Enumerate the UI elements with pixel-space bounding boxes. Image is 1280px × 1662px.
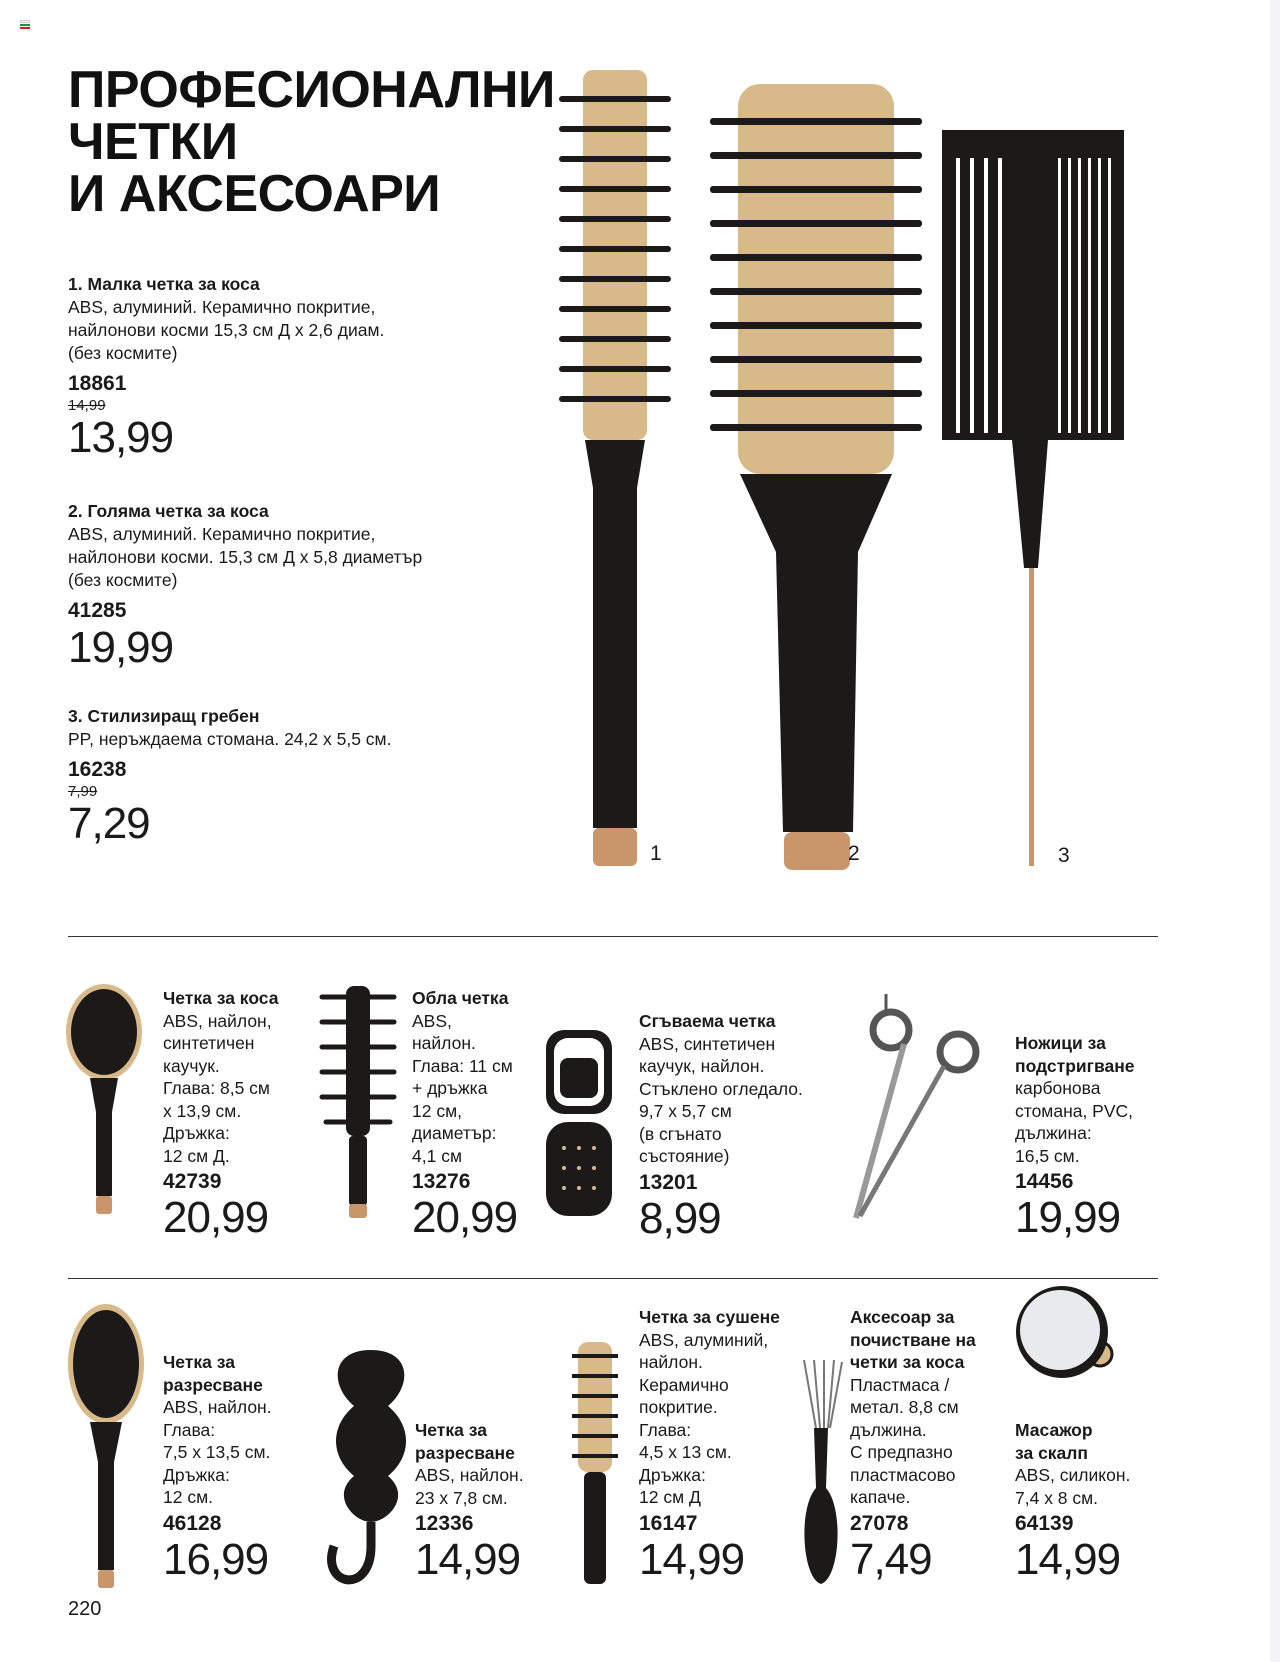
product-description: карбонова стомана, PVC, дължина: 16,5 см. <box>1015 1078 1134 1166</box>
product-hair-brush <box>163 987 278 1241</box>
folding-brush-image <box>544 1028 614 1218</box>
product-round-brush <box>412 987 517 1241</box>
product-code: 12336 <box>415 1512 474 1535</box>
product-description: ABS, найлон. Глава: 11 см + дръжка 12 см, диаметър: 4,1 см <box>412 1010 513 1166</box>
featured-product-3 <box>68 705 498 848</box>
product-label-3: 3 <box>1058 844 1070 867</box>
product-description: ABS, силикон. 7,4 х 8 см. <box>1015 1465 1131 1508</box>
old-price: 7,99 <box>68 783 98 800</box>
product-name: 3. Стилизиращ гребен <box>68 706 260 726</box>
product-blow-dry-brush <box>639 1306 780 1583</box>
page-number: 220 <box>68 1598 102 1620</box>
product-description: ABS, алуминий. Керамично покритие, найлонови косми 15,3 см Д х 2,6 диам. (без космите) <box>68 297 385 363</box>
styling-comb-image <box>938 128 1128 868</box>
product-title: Сгъваема четка <box>639 1011 776 1031</box>
product-price: 20,99 <box>163 1193 269 1242</box>
product-description: ABS, синтетичен каучук, найлон. Стъклено огледало. 9,7 х 5,7 см (в сгънато състояние) <box>639 1033 803 1166</box>
divider-top <box>68 936 1158 937</box>
scalp-massager-image <box>1014 1284 1114 1384</box>
product-code: 41285 <box>68 599 127 622</box>
product-price: 14,99 <box>1015 1535 1121 1584</box>
product-title: Масажор за скалп <box>1015 1420 1093 1463</box>
product-price: 7,29 <box>68 799 150 848</box>
product-title: Четка за разресване <box>415 1420 515 1463</box>
product-name: 2. Голяма четка за коса <box>68 501 269 521</box>
product-code: 46128 <box>163 1511 222 1535</box>
oval-detangling-brush-image <box>66 1302 146 1592</box>
featured-product-2 <box>68 500 498 672</box>
product-price: 8,99 <box>639 1193 721 1243</box>
flexible-detangling-brush-image <box>328 1346 414 1596</box>
product-folding-brush <box>639 1010 803 1242</box>
product-code: 18861 <box>68 372 127 395</box>
product-code: 13276 <box>412 1170 471 1193</box>
product-description: ABS, алуминий, найлон. Керамично покритие. Глава: 4,5 х 13 см. Дръжка: 12 см Д <box>639 1329 769 1507</box>
product-price: 14,99 <box>415 1535 521 1584</box>
product-code: 14456 <box>1015 1170 1074 1193</box>
product-name: 1. Малка четка за коса <box>68 274 260 294</box>
product-price: 13,99 <box>68 413 174 462</box>
product-code: 13201 <box>639 1170 698 1194</box>
product-scalp-massager <box>1015 1419 1130 1583</box>
product-title: Аксесоар за почистване на четки за коса <box>850 1307 976 1372</box>
product-code: 16238 <box>68 758 127 781</box>
product-code: 64139 <box>1015 1512 1074 1535</box>
product-price: 20,99 <box>412 1193 518 1242</box>
old-price: 14,99 <box>68 397 106 414</box>
product-code: 27078 <box>850 1511 909 1535</box>
language-flag-icon <box>20 20 30 28</box>
product-label-1: 1 <box>650 842 662 865</box>
page-edge-strip <box>1270 0 1280 1662</box>
product-title: Обла четка <box>412 988 509 1008</box>
product-label-2: 2 <box>848 842 860 865</box>
round-vent-brush-image <box>318 982 398 1222</box>
product-price: 16,99 <box>163 1534 269 1584</box>
product-title: Четка за коса <box>163 988 279 1008</box>
blow-dry-brush-image <box>570 1340 620 1590</box>
product-title: Четка за разресване <box>163 1352 263 1395</box>
page-title: ПРОФЕСИОНАЛНИ ЧЕТКИ И АКСЕСОАРИ <box>68 61 555 223</box>
divider-bottom <box>68 1278 1158 1279</box>
brush-cleaner-image <box>796 1358 846 1588</box>
product-price: 7,49 <box>850 1534 932 1584</box>
product-description: Пластмаса / метал. 8,8 см дължина. С предпазно пластмасово капаче. <box>850 1374 959 1507</box>
small-round-brush-image <box>555 68 675 868</box>
product-description: ABS, найлон. 23 х 7,8 см. <box>415 1465 524 1508</box>
product-code: 42739 <box>163 1170 222 1193</box>
paddle-brush-image <box>64 982 144 1218</box>
product-scissors <box>1015 1032 1135 1241</box>
product-brush-cleaner <box>850 1306 976 1583</box>
product-description: ABS, алуминий. Керамично покритие, найлонови косми. 15,3 см Д х 5,8 диаметър (без космите) <box>68 524 423 590</box>
product-price: 14,99 <box>639 1534 745 1584</box>
product-description: ABS, найлон. Глава: 7,5 х 13,5 см. Дръжка: 12 см. <box>163 1397 272 1507</box>
product-title: Четка за сушене <box>639 1307 780 1327</box>
product-description: ABS, найлон, синтетичен каучук. Глава: 8,5 см х 13,9 см. Дръжка: 12 см Д. <box>163 1010 272 1166</box>
product-description: PP, неръждаема стомана. 24,2 х 5,5 см. <box>68 729 392 749</box>
large-round-brush-image <box>708 82 924 872</box>
product-code: 16147 <box>639 1511 698 1535</box>
product-detangling-brush-flex <box>415 1419 524 1583</box>
product-detangling-brush-oval <box>163 1351 272 1583</box>
product-price: 19,99 <box>1015 1193 1121 1242</box>
featured-product-1 <box>68 273 498 462</box>
product-price: 19,99 <box>68 623 174 672</box>
scissors-image <box>846 990 986 1220</box>
product-title: Ножици за подстригване <box>1015 1033 1135 1076</box>
